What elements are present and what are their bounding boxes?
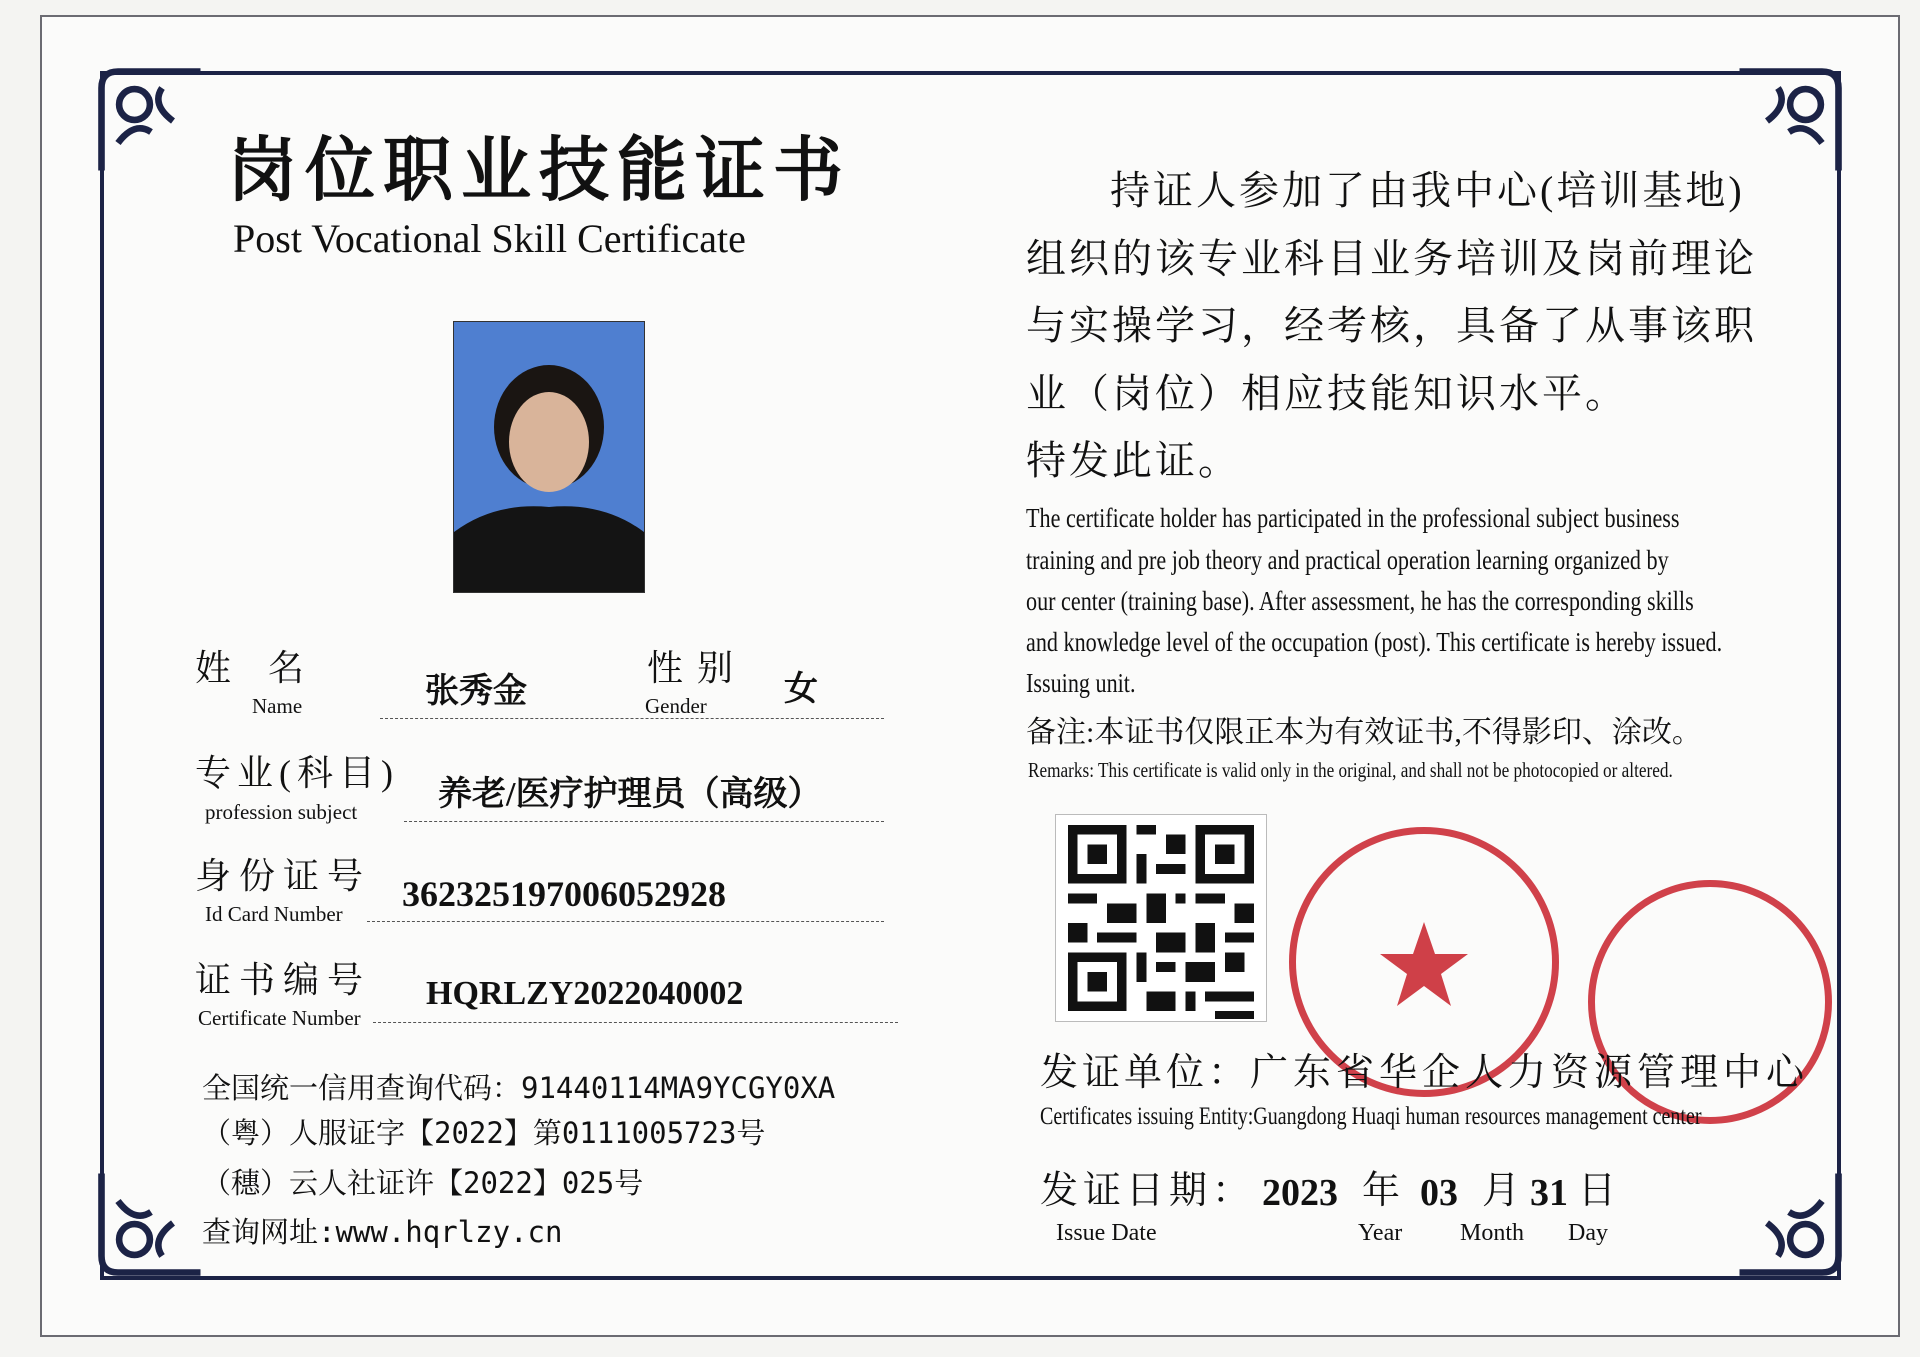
profession-underline	[404, 821, 884, 822]
statement-en-line: Issuing unit.	[1026, 668, 1136, 698]
license-number: （粤）人服证字【2022】第0111005723号	[202, 1116, 766, 1150]
permit-number: （穗）云人社证许【2022】025号	[202, 1166, 644, 1200]
issue-date-label-en: Issue Date	[1056, 1220, 1157, 1246]
gender-value: 女	[784, 671, 818, 708]
profession-label: 专业(科目)	[195, 753, 399, 793]
day-cn: 日	[1578, 1170, 1617, 1212]
name-underline	[380, 718, 884, 719]
gender-label: 性别	[647, 648, 748, 688]
name-value: 张秀金	[425, 673, 527, 710]
id-label: 身份证号	[195, 856, 372, 896]
gender-label-en: Gender	[645, 694, 707, 718]
year-cn: 年	[1362, 1170, 1401, 1212]
issue-month: 03	[1420, 1172, 1458, 1214]
cert-number-underline	[373, 1022, 898, 1023]
statement-en-line: our center (training base). After assessment, he has the corresponding skills	[1026, 586, 1694, 616]
corner-ornament-icon	[1734, 66, 1844, 176]
name-label: 姓 名	[195, 648, 319, 688]
statement-cn-line: 持证人参加了由我中心(培训基地)	[1110, 168, 1745, 213]
statement-cn-line: 与实操学习，经考核，具备了从事该职	[1026, 303, 1757, 348]
name-label-en: Name	[252, 694, 303, 718]
query-website[interactable]: 查询网址:www.hqrlzy.cn	[202, 1215, 563, 1249]
profession-value: 养老/医疗护理员（高级）	[438, 776, 822, 813]
remarks-cn: 备注:本证书仅限正本为有效证书,不得影印、涂改。	[1026, 716, 1702, 749]
cert-number-value: HQRLZY2022040002	[426, 975, 744, 1012]
certificate-title: 岗位职业技能证书	[227, 133, 851, 210]
issuer-name: 广东省华企人力资源管理中心	[1250, 1052, 1810, 1094]
corner-ornament-icon	[96, 66, 206, 176]
credit-code: 全国统一信用查询代码：91440114MA9YCGY0XA	[202, 1071, 836, 1105]
id-label-en: Id Card Number	[205, 902, 343, 926]
issue-year: 2023	[1262, 1172, 1338, 1214]
cert-number-label-en: Certificate Number	[198, 1006, 361, 1030]
issue-date-label: 发证日期：	[1040, 1170, 1256, 1212]
statement-cn-line: 业（岗位）相应技能知识水平。	[1026, 371, 1628, 416]
id-underline	[367, 921, 884, 922]
holder-photo	[453, 321, 645, 593]
certificate-subtitle: Post Vocational Skill Certificate	[233, 216, 746, 261]
corner-ornament-icon	[1734, 1168, 1844, 1278]
issuer-label-text: 发证单位：	[1040, 1052, 1251, 1094]
id-value: 362325197006052928	[402, 874, 726, 914]
issuer-label	[1040, 1052, 1809, 1096]
corner-ornament-icon	[96, 1168, 206, 1278]
month-cn: 月	[1482, 1170, 1521, 1212]
statement-cn-line: 特发此证。	[1026, 438, 1241, 483]
month-en: Month	[1460, 1220, 1525, 1246]
cert-number-label: 证书编号	[195, 960, 372, 1000]
remarks-en: Remarks: This certificate is valid only in the original, and shall not be photocopied or altered.	[1028, 758, 1673, 782]
qr-code[interactable]	[1055, 814, 1267, 1022]
statement-en-line: training and pre job theory and practical operation learning organized by	[1026, 545, 1669, 575]
statement-en-line: The certificate holder has participated in the professional subject business	[1026, 503, 1680, 533]
statement-cn-line: 组织的该专业科目业务培训及岗前理论	[1026, 236, 1757, 281]
day-en: Day	[1568, 1220, 1608, 1246]
year-en: Year	[1358, 1220, 1403, 1246]
issuer-en: Certificates issuing Entity:Guangdong Huaqi human resources management center	[1040, 1103, 1702, 1130]
statement-en-line: and knowledge level of the occupation (post). This certificate is hereby issued.	[1026, 627, 1723, 657]
profession-label-en: profession subject	[205, 800, 358, 824]
issue-day: 31	[1530, 1172, 1568, 1214]
